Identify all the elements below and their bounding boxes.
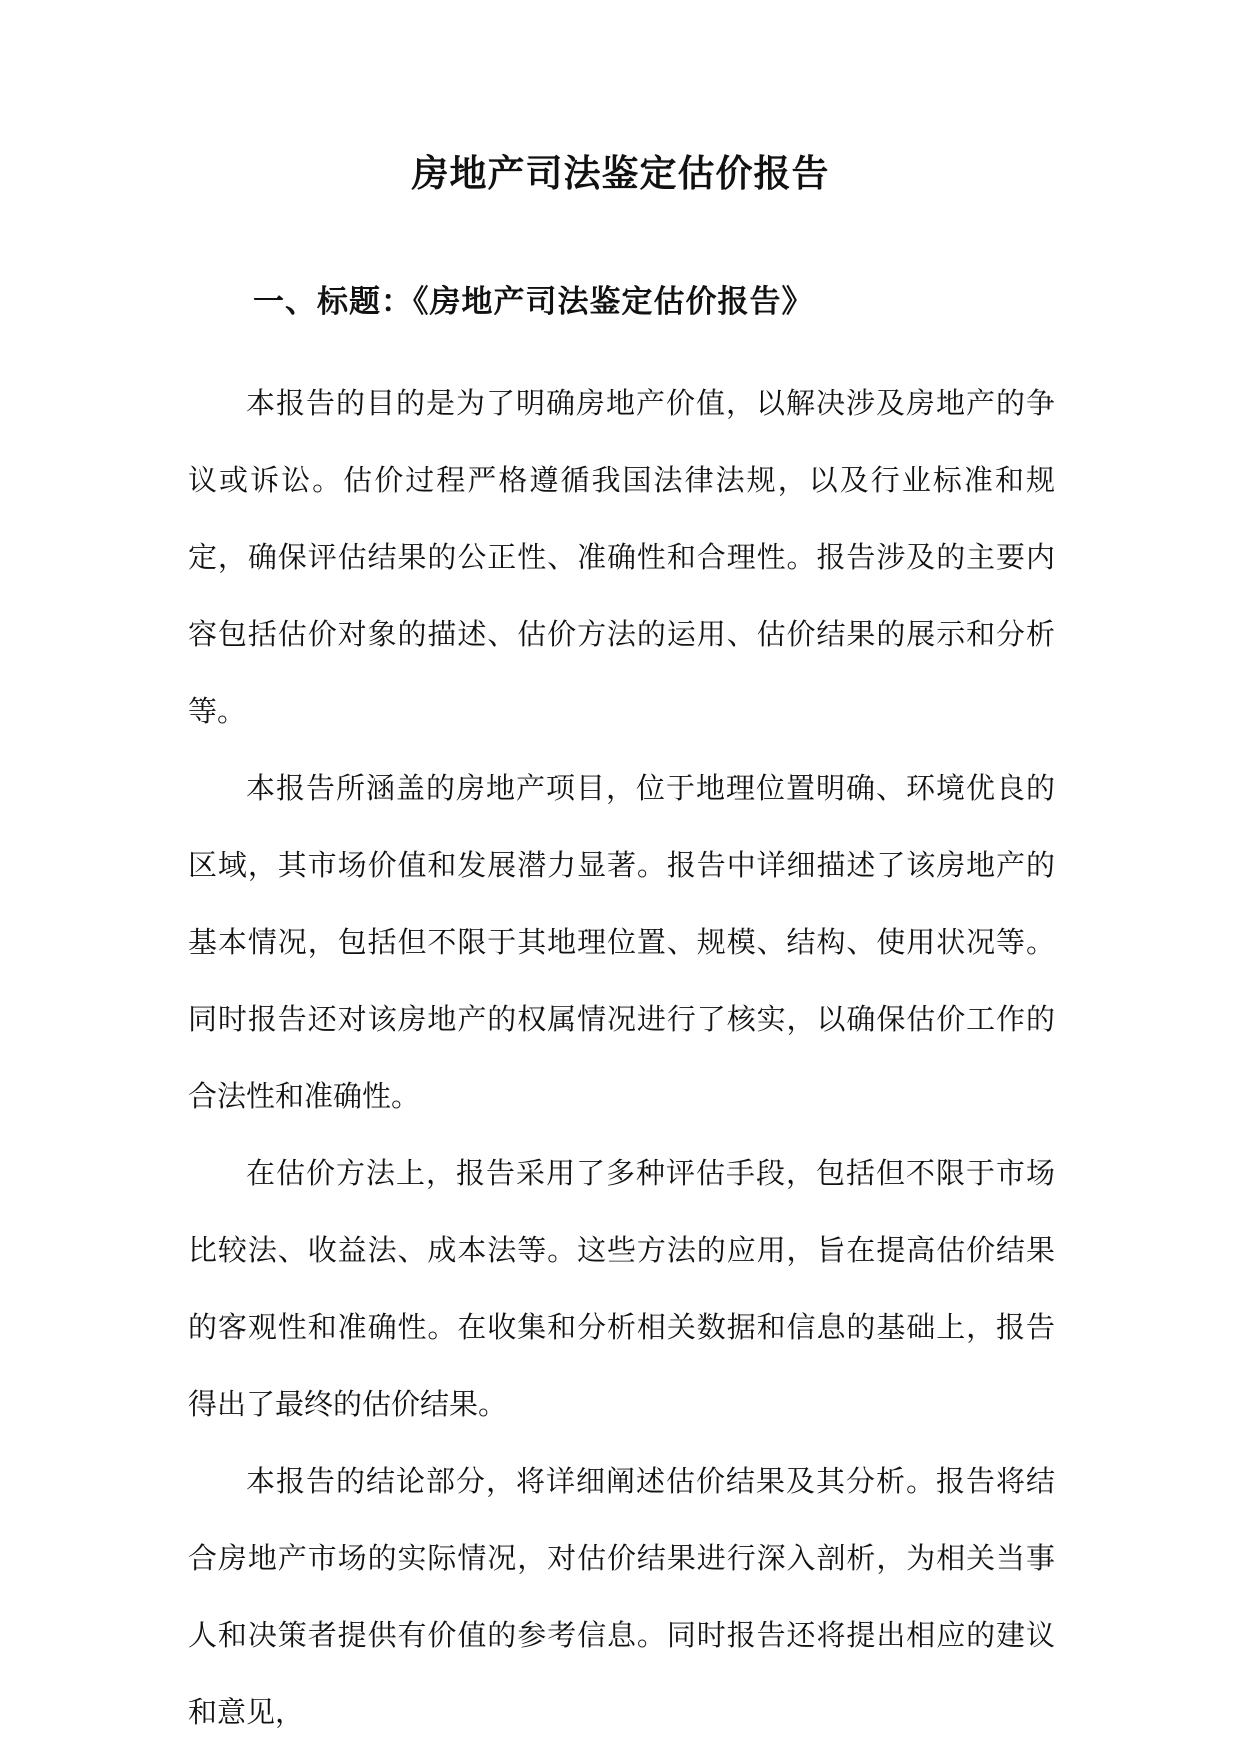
section-heading: 一、标题：《房地产司法鉴定估价报告》 [253,284,814,320]
paragraph-conclusion: 本报告的结论部分，将详细阐述估价结果及其分析。报告将结合房地产市场的实际情况，对估价结果进行深入剖析，为相关当事人和决策者提供有价值的参考信息。同时报告还将提出相应的建议和意见， [188,1464,1055,1729]
document-body [188,365,1055,1751]
paragraph-valuation-methods: 在估价方法上，报告采用了多种评估手段，包括但不限于市场比较法、收益法、成本法等。这些方法的应用，旨在提高估价结果的客观性和准确性。在收集和分析相关数据和信息的基础上，报告得出了最终的估价结果。 [188,1156,1055,1421]
paragraph-purpose: 本报告的目的是为了明确房地产价值，以解决涉及房地产的争议或诉讼。估价过程严格遵循我国法律法规，以及行业标准和规定，确保评估结果的公正性、准确性和合理性。报告涉及的主要内容包括估价对象的描述、估价方法的运用、估价结果的展示和分析等。 [188,386,1055,728]
paragraph-property-overview: 本报告所涵盖的房地产项目，位于地理位置明确、环境优良的区域，其市场价值和发展潜力显著。报告中详细描述了该房地产的基本情况，包括但不限于其地理位置、规模、结构、使用状况等。同时报告还对该房地产的权属情况进行了核实，以确保估价工作的合法性和准确性。 [188,771,1055,1113]
document-title: 房地产司法鉴定估价报告 [411,151,830,195]
